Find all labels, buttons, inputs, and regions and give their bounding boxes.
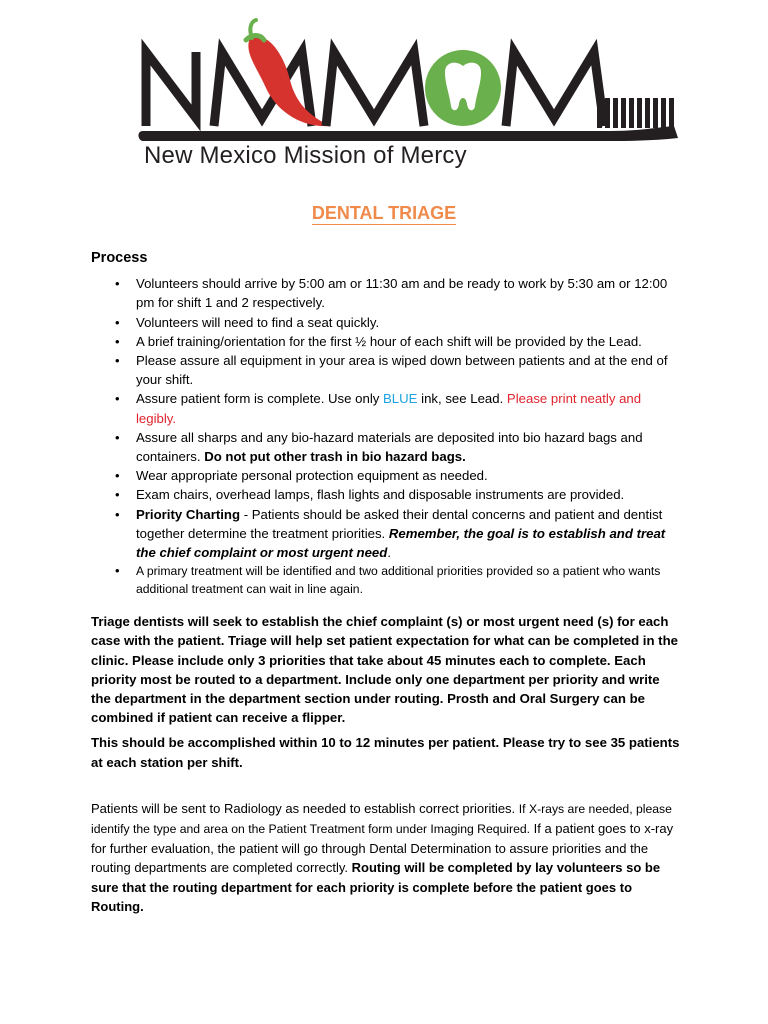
toothbrush-handle: [138, 126, 678, 141]
nmmom-logo: [0, 0, 768, 200]
list-item: • Assure patient form is complete. Use only BLUE ink, see Lead. Please print neatly and legibly.: [91, 389, 681, 427]
radiology-paragraph: Patients will be sent to Radiology as needed to establish correct priorities. If X-rays are needed, please identify the type and area on the Patient Treatment form under Imaging Required. If a patient goes to x-ray for further evaluation, the patient will go through Dental Determination to assure priorities and the routing departments are completed correctly. Routing will be completed by lay volunteers so be sure that the routing department for each priority is complete before the patient goes to Routing.: [91, 800, 674, 914]
list-item: • Assure all sharps and any bio-hazard materials are deposited into bio hazard bags and containers. Do not put other trash in bio hazard bags.: [91, 428, 681, 466]
triage-paragraph: Triage dentists will seek to establish the chief complaint (s) or most urgent need (s) for each case with the patient. Triage will help set patient expectation for what can be completed in the clinic. Please include only 3 priorities that take about 45 minutes each to complete. Each priority most be routed to a department. Include only one department per priority and write the department in the department section under routing. Prosth and Oral Surgery can be combined if patient can receive a flipper.: [91, 614, 678, 726]
print-neatly-text: Please print neatly and legibly.: [136, 391, 642, 426]
blue-ink-text: BLUE: [383, 391, 418, 407]
list-item: • Volunteers will need to find a seat quickly.: [91, 313, 681, 332]
page-title-text: DENTAL TRIAGE: [311, 203, 457, 223]
list-item: • A primary treatment will be identified and two additional priorities provided so a patient who wants additional treatment can wait in line again.: [91, 562, 681, 598]
logo-letter-m3: [506, 52, 604, 126]
list-item: • Wear appropriate personal protection equipment as needed.: [91, 466, 681, 485]
list-item: • Please assure all equipment in your area is wiped down between patients and at the end of your shift.: [91, 351, 681, 389]
list-item: • Priority Charting - Patients should be asked their dental concerns and patient and dentist together determine the treatment priorities. Remember, the goal is to establish and treat the chief complaint or most urgent need.: [91, 505, 681, 563]
document-body: [91, 249, 681, 916]
logo-letter-m2: [326, 52, 424, 126]
logo-letter-n: [146, 52, 196, 126]
page-title: [0, 203, 768, 224]
process-heading: Process: [91, 250, 148, 266]
process-list: [91, 274, 681, 598]
list-item: • Volunteers should arrive by 5:00 am or 11:30 am and be ready to work by 5:30 am or 12:00 pm for shift 1 and 2 respectively.: [91, 274, 681, 312]
toothbrush-bristles: [597, 98, 674, 128]
list-item: • Exam chairs, overhead lamps, flash lights and disposable instruments are provided.: [91, 485, 681, 504]
time-paragraph: This should be accomplished within 10 to 12 minutes per patient. Please try to see 35 patients at each station per shift.: [91, 735, 680, 770]
list-item: • A brief training/orientation for the first ½ hour of each shift will be provided by the Lead.: [91, 332, 681, 351]
logo-graphic: [0, 0, 768, 200]
tooth-icon: [425, 50, 501, 126]
logo-subtitle: New Mexico Mission of Mercy: [144, 142, 467, 169]
